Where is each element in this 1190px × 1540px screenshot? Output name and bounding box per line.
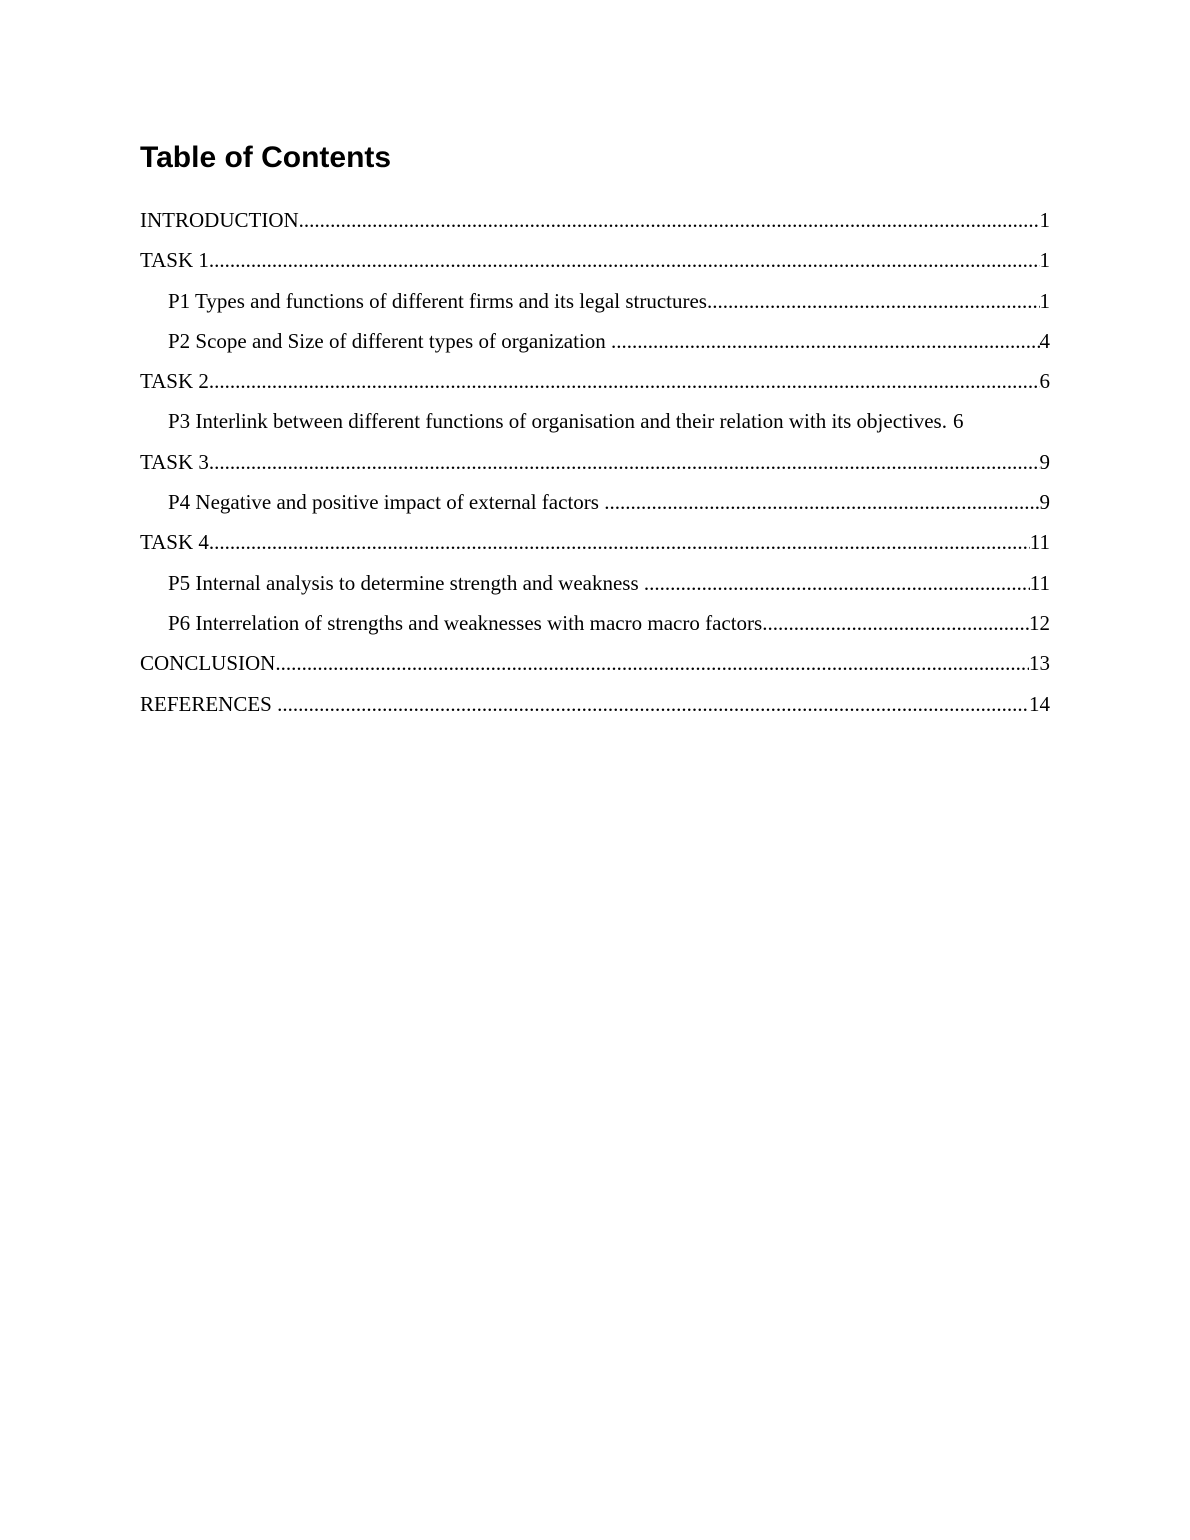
toc-dot-leader <box>299 200 1040 240</box>
toc-entry-introduction[interactable] <box>140 200 1050 240</box>
toc-page-number: 13 <box>1029 651 1050 676</box>
toc-entry-text: P4 Negative and positive impact of external factors <box>168 490 605 515</box>
toc-entry-p1[interactable] <box>140 281 1050 321</box>
toc-entry-text: INTRODUCTION <box>140 208 299 232</box>
toc-entry-task-2[interactable] <box>140 361 1050 401</box>
toc-page-number: 6 <box>952 409 964 434</box>
toc-entry-p2[interactable] <box>140 321 1050 361</box>
toc-entry-text: REFERENCES <box>140 691 278 716</box>
toc-entry-references[interactable] <box>140 684 1050 724</box>
toc-entry-p4[interactable] <box>140 482 1050 522</box>
toc-entry-task-4[interactable] <box>140 522 1050 562</box>
toc-dot-leader <box>762 603 1029 643</box>
toc-entry-p5[interactable] <box>140 563 1050 603</box>
toc-entry-text: P3 Interlink between different functions of organisation and their relation with its objectives. <box>168 409 947 434</box>
toc-page-number: 11 <box>1029 570 1050 595</box>
toc-entry-text: TASK 3 <box>140 449 209 474</box>
toc-entry-text: TASK 4 <box>140 530 209 555</box>
toc-entry-task-3[interactable] <box>140 442 1050 482</box>
toc-entry-conclusion[interactable] <box>140 643 1050 683</box>
toc-page-number: 14 <box>1029 691 1050 716</box>
toc-entry-text: CONCLUSION <box>140 651 276 676</box>
toc-dot-leader <box>277 684 1029 724</box>
toc-entry-p3[interactable] <box>140 401 1050 441</box>
toc-dot-leader <box>209 240 1040 280</box>
toc-dot-leader <box>209 361 1040 401</box>
toc-entry-p6[interactable] <box>140 603 1050 643</box>
toc-page-number: 11 <box>1029 530 1050 555</box>
toc-entry-text: P5 Internal analysis to determine strength and weakness <box>168 570 644 595</box>
toc-entry-task-1[interactable] <box>140 240 1050 280</box>
toc-entry-text: TASK 2 <box>140 369 209 394</box>
toc-entry-text: P6 Interrelation of strengths and weaknesses with macro macro factors <box>168 610 763 635</box>
toc-page-number: 6 <box>1039 369 1050 394</box>
toc-entry-text: TASK 1 <box>140 248 209 273</box>
toc-page-number: 1 <box>1039 248 1050 273</box>
toc-dot-leader <box>644 563 1030 603</box>
toc-dot-leader <box>275 643 1029 683</box>
toc-page-number: 4 <box>1039 328 1050 353</box>
toc-entry-text: P2 Scope and Size of different types of organization <box>168 328 612 353</box>
toc-page-number: 1 <box>1039 208 1050 232</box>
toc-title: Table of Contents <box>140 141 392 174</box>
toc-entry-text: P1 Types and functions of different firms and its legal structures <box>168 288 707 313</box>
toc-dot-leader <box>604 482 1039 522</box>
toc-dot-leader <box>707 281 1040 321</box>
toc-page-number: 1 <box>1039 288 1050 313</box>
toc-page-number: 9 <box>1039 490 1050 515</box>
toc-page-number: 9 <box>1039 449 1050 474</box>
toc-dot-leader <box>611 321 1039 361</box>
toc-page-number: 12 <box>1029 610 1050 635</box>
toc-dot-leader <box>209 522 1030 562</box>
toc-dot-leader <box>209 442 1040 482</box>
table-of-contents <box>140 200 1050 724</box>
